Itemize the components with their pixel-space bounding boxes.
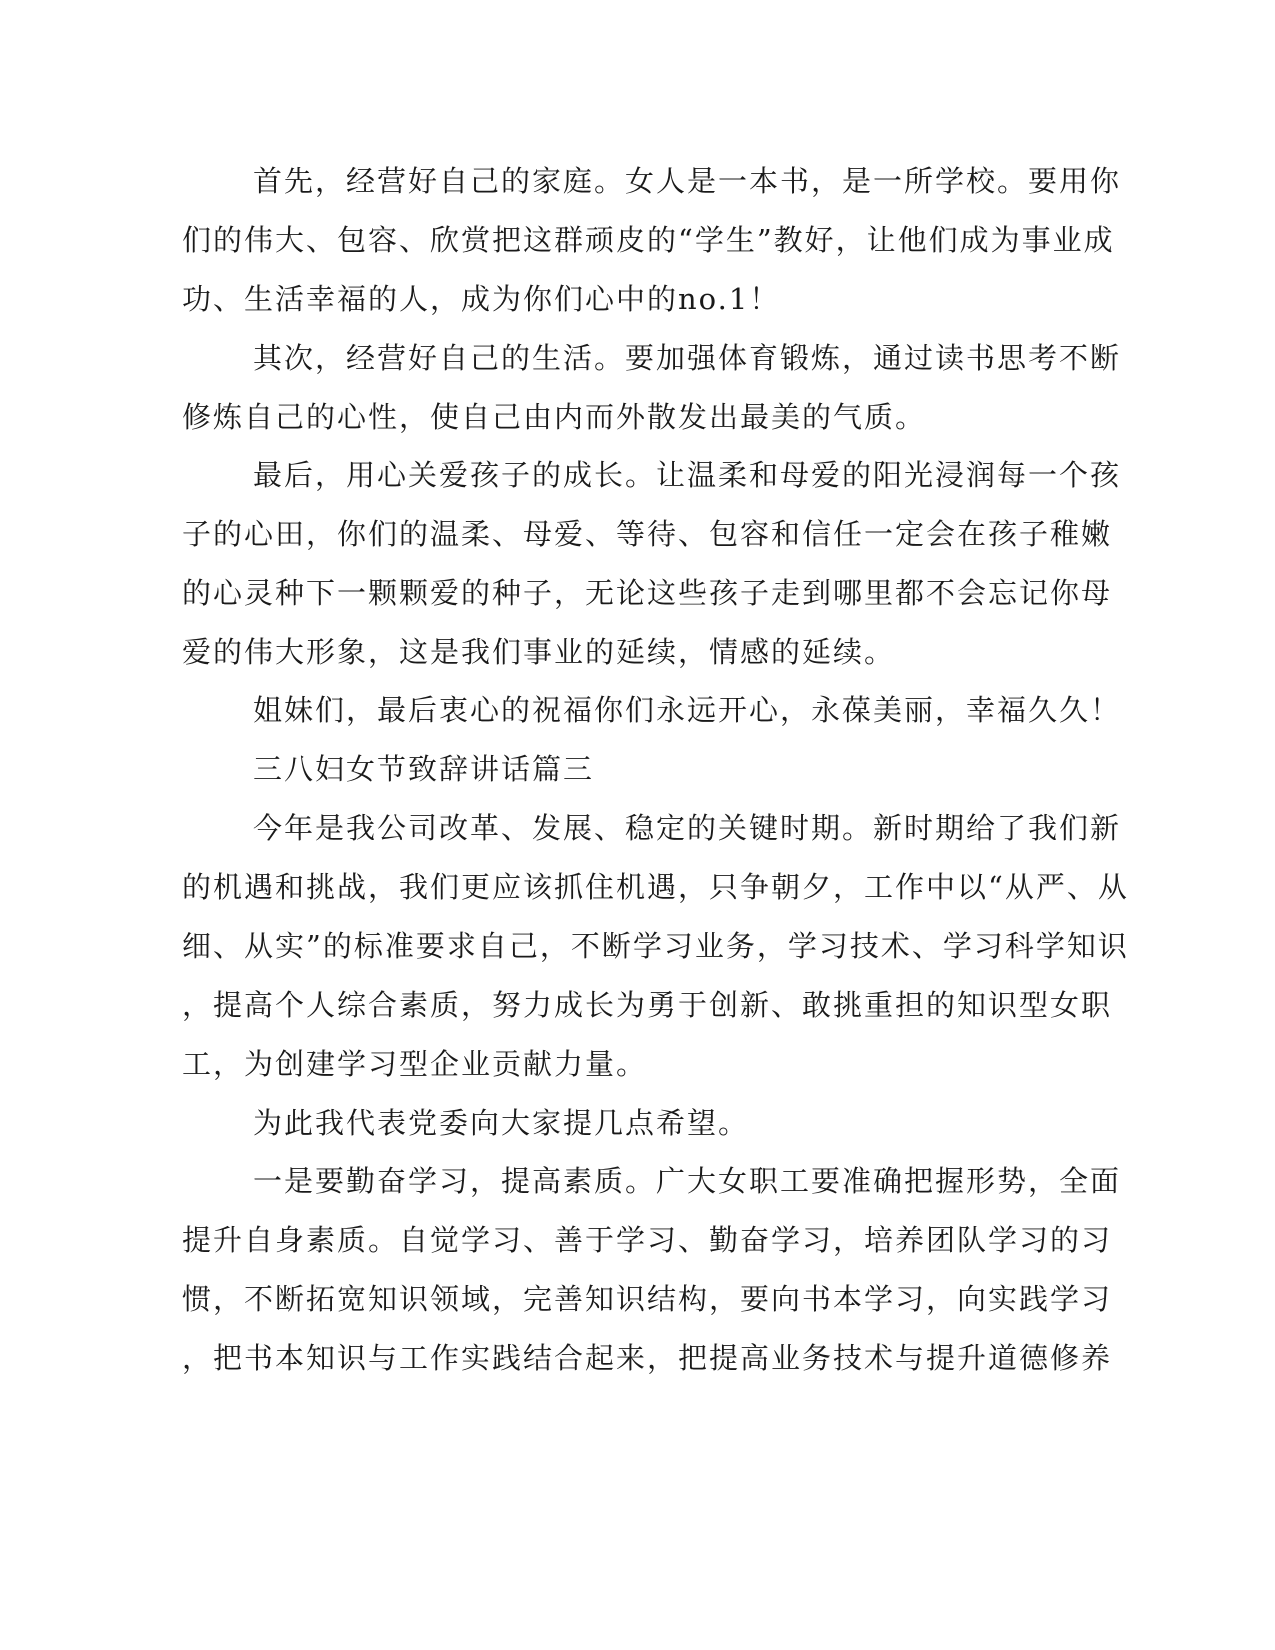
text-line: 其次，经营好自己的生活。要加强体育锻炼，通过读书思考不断 [253,341,1122,375]
text-line: 的机遇和挑战，我们更应该抓住机遇，只争朝夕，工作中以“从严、从 [182,870,1129,904]
section-heading [182,740,1040,799]
text-line: 修炼自己的心性，使自己由内而外散发出最美的气质。 [182,400,927,434]
paragraph-first-family [182,152,1122,329]
text-line: 的心灵种下一颗颗爱的种子，无论这些孩子走到哪里都不会忘记你母 [182,576,1113,610]
paragraph-second-life [182,329,1122,447]
paragraph-hopes [182,1094,1040,1153]
text-line: 惯，不断拓宽知识领域，完善知识结构，要向书本学习，向实践学习 [182,1282,1113,1316]
text-line: ，提高个人综合素质，努力成长为勇于创新、敢挑重担的知识型女职 [182,988,1113,1022]
section-title: 三八妇女节致辞讲话篇三 [253,752,595,786]
text-line: 细、从实”的标准要求自己，不断学习业务，学习技术、学习科学知识 [182,929,1129,963]
paragraph-blessing [182,681,1122,740]
text-line: 子的心田，你们的温柔、母爱、等待、包容和信任一定会在孩子稚嫩 [182,517,1113,551]
paragraph-this-year [182,799,1129,1094]
text-line: 爱的伟大形象，这是我们事业的延续，情感的延续。 [182,635,896,669]
text-line: 们的伟大、包容、欣赏把这群顽皮的“学生”教好，让他们成为事业成 [182,223,1115,257]
paragraph-last-children [182,446,1122,682]
text-line: ，把书本知识与工作实践结合起来，把提高业务技术与提升道德修养 [182,1341,1113,1375]
text-line: 为此我代表党委向大家提几点希望。 [253,1106,750,1140]
text-line: 提升自身素质。自觉学习、善于学习、勤奋学习，培养团队学习的习 [182,1223,1113,1257]
paragraph-study [182,1152,1122,1388]
text-line: 姐妹们，最后衷心的祝福你们永远开心，永葆美丽，幸福久久！ [253,693,1122,727]
text-line: 最后，用心关爱孩子的成长。让温柔和母爱的阳光浸润每一个孩 [253,458,1122,492]
text-line: 功、生活幸福的人，成为你们心中的no.1！ [182,282,781,316]
text-line: 今年是我公司改革、发展、稳定的关键时期。新时期给了我们新 [253,811,1122,845]
text-line: 首先，经营好自己的家庭。女人是一本书，是一所学校。要用你 [253,164,1122,198]
text-line: 一是要勤奋学习，提高素质。广大女职工要准确把握形势，全面 [253,1164,1122,1198]
text-line: 工，为创建学习型企业贡献力量。 [182,1047,648,1081]
